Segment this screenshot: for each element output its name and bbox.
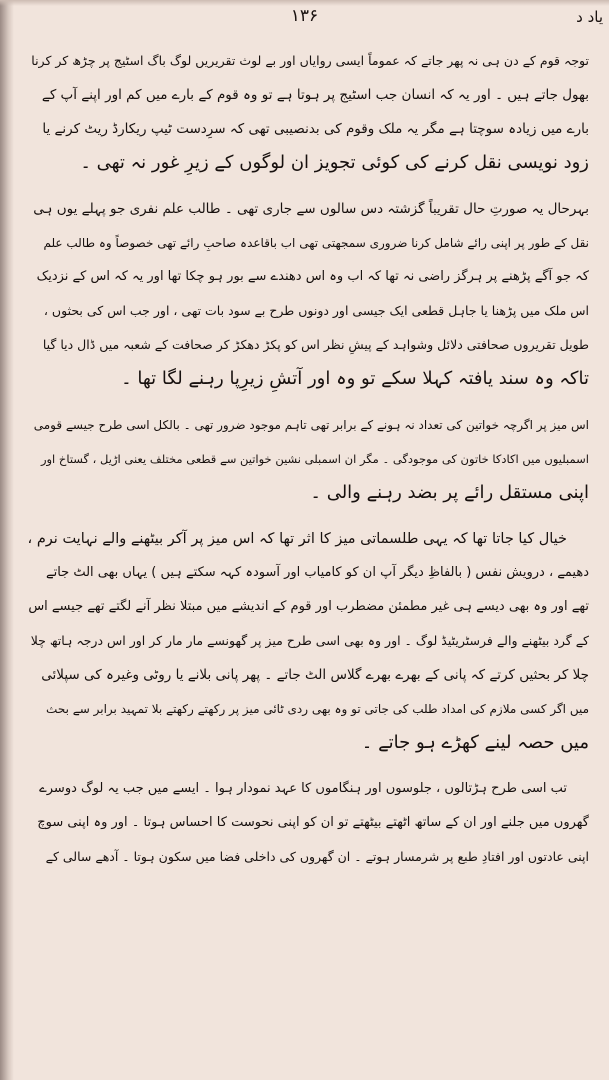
page-body-text (26, 44, 589, 874)
text-line: تب اسی طرح ہڑتالوں ، جلوسوں اور ہنگاموں کا عہد نمودار ہوا ۔ ایسے میں جب یہ لوگ دوسرے (39, 781, 567, 796)
running-head: ﯾﺎد ﺩ (576, 8, 603, 26)
paragraph (26, 408, 589, 510)
text-line: بھول جاتے ہیں ۔ اور یہ کہ انسان جب اسٹیج پر ہوتا ہے تو وہ قوم کے بارے میں کم اور اپنے آپ کے (41, 87, 589, 103)
text-line: بارے میں زیادہ سوچتا ہے مگر یہ ملک وقوم کی بدنصیبی تھی کہ سرِدست ٹیپ ریکارڈ ریٹ کرنے یا (42, 121, 589, 137)
text-line: اس ملک میں پڑھنا یا جاہل قطعی ایک جیسی اور دونوں طرح بے سود بات تھی ، اور جب اس کی بحثوں ، (43, 303, 589, 318)
text-line: زود نویسی نقل کرنے کی کوئی تجویز ان لوگوں کے زیرِ غور نہ تھی ۔ (80, 152, 589, 173)
paragraph (26, 192, 589, 396)
text-line: کے گرد بیٹھنے والے فرسٹریٹیڈ لوگ ۔ اور وہ بھی اسی طرح میز پر گھونسے مار مار کر اور اس درجہ ہاتھ چلا (30, 633, 589, 648)
text-line: چلا کر بحثیں کرتے کہ پانی کے بھرے بھرے گلاس الٹ جاتے ۔ پھر پانی بلانے یا روٹی وغیرہ کی سپلائی (41, 667, 589, 683)
text-line: اپنی عادتوں اور افتادِ طبع پر شرمسار ہوتے ۔ ان گھروں کی داخلی فضا میں سکون ہوتا ۔ آدھے سالی کے (45, 849, 589, 864)
text-line: طویل تقریروں صحافتی دلائل وشواہد کے پیشِ نظر اس کو پکڑ دھکڑ کر صحافت کے شعبہ میں ڈال دیا گیا (42, 337, 589, 352)
text-line: دھیمے ، درویش نفس ( بالفاظِ دیگر آپ ان کو کامیاب اور آسودہ کہہ سکتے ہیں ) یہاں بھی الٹ جاتے (45, 565, 589, 580)
paragraph (26, 772, 589, 874)
text-line: اپنی مستقل رائے پر بضد رہنے والی ۔ (310, 482, 589, 503)
text-line: اس میز پر اگرچہ خواتین کی تعداد نہ ہونے کے برابر تھی تاہم موجود ضرور تھی ۔ بالکل اسی طرح جیسے قومی (33, 418, 589, 432)
binding-shadow (0, 0, 14, 1080)
text-line: خیال کیا جاتا تھا کہ یہی طلسماتی میز کا اثر تھا کہ اس میز پر آکر بیٹھنے والے نہایت نرم ، (27, 531, 567, 547)
text-line: اسمبلیوں میں اکادکا خاتون کی موجودگی ۔ مگر ان اسمبلی نشین خواتین سے قطعی مختلف یعنی اڑیل ، گستاخ اور (40, 452, 589, 466)
text-line: بہرحال یہ صورتِ حال تقریباً گزشتہ دس سالوں سے جاری تھی ۔ طالب علم نفری جو پہلے یوں ہی (33, 201, 589, 217)
text-line: میں اگر کسی ملازم کی امداد طلب کی جاتی تو وہ بھی ردی ٹائی میز پر رکھتے رکھتے بلا تمہید برابر سے بحث (46, 702, 589, 716)
text-line: میں حصہ لینے کھڑے ہو جاتے ۔ (361, 732, 589, 753)
paragraph (26, 522, 589, 760)
text-line: تھے اور وہ بھی دیسے ہی غیر مطمئن مضطرب اور قوم کے اندیشے میں مبتلا نظر آنے لگتے تھے جیسے اس (28, 599, 589, 614)
paragraph (26, 44, 589, 180)
text-line: گھروں میں جلنے اور ان کے ساتھ اٹھتے بیٹھتے تو ان کو اپنی نحوست کا احساس ہوتا ۔ اور وہ اپنی سوچ (37, 815, 589, 830)
text-line: نقل کے طور پر اپنی رائے شامل کرنا ضروری سمجھتی تھی اب باقاعدہ صاحبِ رائے تھی خصوصاً وہ طالب علم (43, 236, 589, 250)
text-line: توجہ قوم کے دن ہی نہ پھر جاتے کہ عموماً ایسی روایاں اور بے لوث تقریریں لوگ باگ اسٹیج پر چڑھ کر کرنا (31, 53, 589, 68)
page-number: ١٣۶ (290, 6, 319, 26)
text-line: کہ جو آگے پڑھنے پر ہرگز راضی نہ تھا کہ اب وہ اس دھندے سے بور ہو چکا تھا اور یہ کہ اس کے نزدیک (36, 269, 589, 284)
text-line: تاکہ وہ سند یافتہ کہلا سکے تو وہ اور آتشِ زیرِپا رہنے لگا تھا ۔ (121, 368, 589, 389)
